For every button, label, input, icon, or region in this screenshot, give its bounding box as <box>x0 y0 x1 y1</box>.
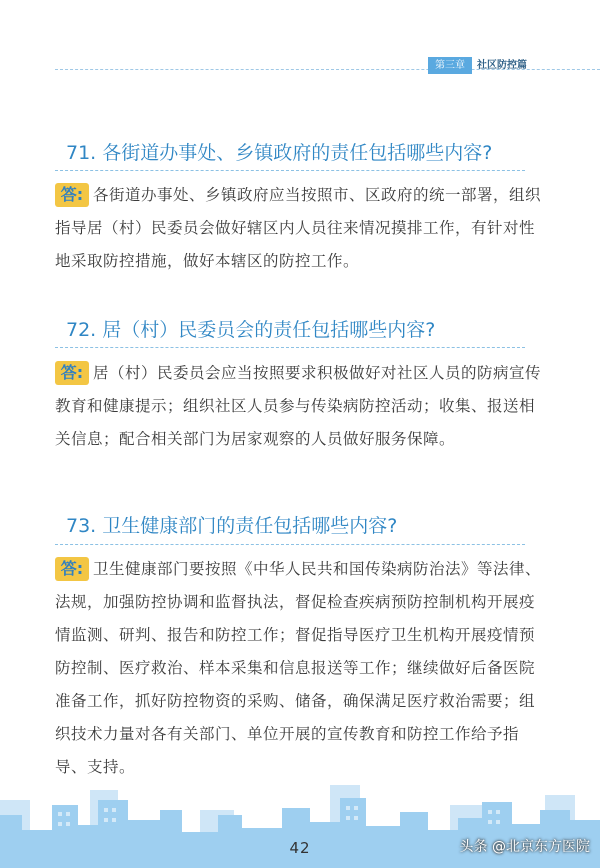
question-divider <box>55 170 525 171</box>
answer-text: 居（村）民委员会应当按照要求积极做好对社区人员的防病宣传教育和健康提示；组织社区人员参与传染病防控活动；收集、报送相关信息；配合相关部门为居家观察的人员做好服务保障。 <box>55 364 542 448</box>
question-divider <box>55 347 525 348</box>
question-title: 72. 居（村）民委员会的责任包括哪些内容? <box>66 319 436 341</box>
answer-text: 卫生健康部门要按照《中华人民共和国传染病防治法》等法律、法规，加强防控协调和监督执法，督促检查疾病预防控制机构开展疫情监测、研判、报告和防控工作；督促指导医疗卫生机构开展疫情预防控制、医疗救治、样本采集和信息报送等工作；继续做好后备医院准备工作，抓好防控物资的采购、储备，确保满足医疗救治需要；组织技术力量对各有关部门、单位开展的宣传教育和防控工作给予指导、支持。 <box>55 560 542 776</box>
chapter-badge: 第三章 <box>428 57 472 74</box>
page-number: 42 <box>289 839 311 857</box>
page-header <box>0 0 600 90</box>
answer-text: 各街道办事处、乡镇政府应当按照市、区政府的统一部署，组织指导居（村）民委员会做好辖区内人员往来情况摸排工作，有针对性地采取防控措施，做好本辖区的防控工作。 <box>55 186 542 270</box>
chapter-name: 社区防控篇 <box>477 60 527 71</box>
answer-badge: 答: <box>55 361 89 385</box>
watermark-text: 头条 @北京东方医院 <box>459 839 590 855</box>
answer-badge: 答: <box>55 183 89 207</box>
question-title: 73. 卫生健康部门的责任包括哪些内容? <box>66 515 398 537</box>
answer-badge: 答: <box>55 557 89 581</box>
question-title: 71. 各街道办事处、乡镇政府的责任包括哪些内容? <box>66 142 493 164</box>
question-divider <box>55 544 525 545</box>
